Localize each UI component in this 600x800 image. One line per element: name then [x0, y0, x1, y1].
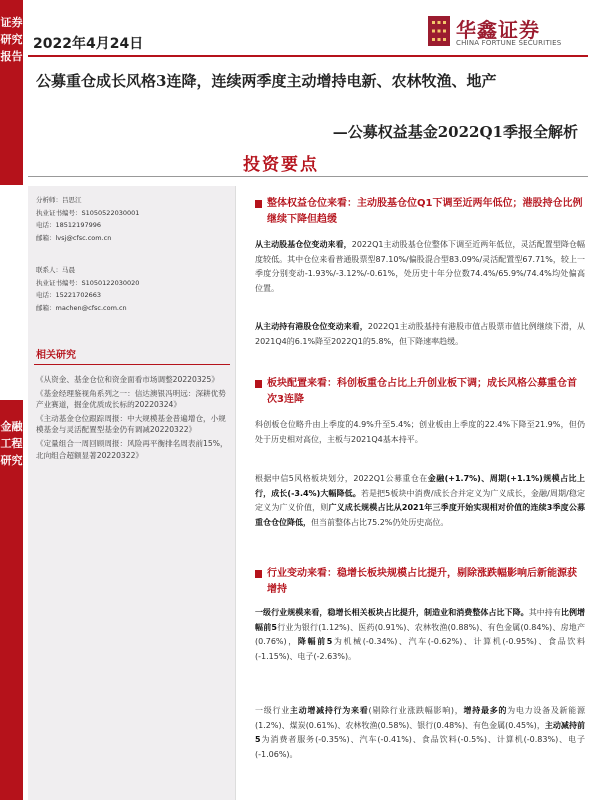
paragraph-emphasis: 增持最多的: [463, 706, 508, 715]
related-item[interactable]: 《基金经理鉴视角系列之一：信达澳银冯明远：深耕优势产业赛道，掘金优质成长标的20220324》: [36, 388, 226, 410]
paragraph-emphasis: 主动减持前5: [255, 720, 585, 744]
contact-email: 邮箱：machen@cfsc.com.cn: [36, 303, 127, 312]
paragraph-emphasis: 降幅前5: [297, 637, 333, 646]
related-item[interactable]: 《定量组合一周回顾周报：风险再平衡排名周表前15%，北向组合超额显著20220322》: [36, 438, 228, 460]
paragraph-lead: 从主动股基仓位变动来看，: [255, 240, 352, 249]
paragraph-fund-position: [255, 238, 585, 296]
company-logo-icon: [428, 16, 450, 46]
bullet-heading-3: [255, 566, 585, 598]
analyst-cert: 执业证书编号：S1050522030001: [36, 208, 140, 217]
paragraph-industry-active: [255, 704, 585, 762]
paragraph-lead: 从主动持有港股仓位变动来看，: [255, 322, 368, 331]
contact-phone: 电话：15221702663: [36, 291, 101, 299]
company-name: 华鑫证券: [456, 18, 540, 42]
paragraph-style: [255, 472, 585, 530]
bullet-heading-text: 板块配置来看：科创板重仓占比上升创业板下调；成长风格公募重仓首次3连降: [267, 378, 577, 405]
contact-cert: 执业证书编号：S1050122030020: [36, 278, 140, 287]
side-label-top: 证券研究报告: [0, 16, 23, 63]
section-divider: [28, 176, 588, 177]
related-research-list: [36, 374, 230, 463]
paragraph-text: 为机械(-0.34%)、汽车(-0.62%)、计算机(-0.95%)、食品饮料(-1.15%)、电子(-2.63%)。: [255, 637, 585, 661]
related-divider: [34, 364, 230, 365]
paragraph-text: 为消费者服务(-0.35%)、汽车(-0.41%)、食品饮料(-0.5%)、计算机(-0.83%)、电子(-1.06%)。: [255, 735, 585, 759]
report-title: 公募重仓成长风格3连降，连续两季度主动增持电新、农林牧渔、地产: [36, 72, 497, 90]
paragraph-text: 行业为银行(1.12%)、医药(0.91%)、农林牧渔(0.88%)、有色金属(0.84%)、房地产(0.76%)，: [255, 622, 585, 646]
report-subtitle: —公募权益基金2022Q1季报全解析: [332, 123, 578, 141]
company-english-name: CHINA FORTUNE SECURITIES: [456, 39, 562, 47]
paragraph-board: [255, 418, 585, 447]
paragraph-lead: 一级行业规模来看，稳增长相关板块占比提升，制造业和消费整体占比下降。: [255, 608, 529, 617]
bullet-heading-1: [255, 196, 585, 228]
related-item[interactable]: 《主动基金仓位跟踪周报：中大规模基金普遍增仓，小规模基金与灵活配置型基金仍有调减20220322》: [36, 413, 226, 435]
bullet-square-icon: [255, 200, 262, 208]
paragraph-emphasis: 比例增幅前5: [255, 608, 586, 632]
paragraph-emphasis: 主动增减持行为来看: [289, 706, 369, 715]
bullet-square-icon: [255, 380, 262, 388]
paragraph-text: 但当前整体占比75.2%仍处历史高位。: [311, 517, 449, 527]
paragraph-text: 其中持有: [528, 608, 561, 617]
paragraph-hk-position: [255, 320, 585, 349]
paragraph-text: 根据中信5风格板块划分，2022Q1公募重仓在: [255, 474, 428, 483]
paragraph-text: 若是把5板块中消费/成长合并定义为广义成长，金融/周期/稳定定义为广义价值，则: [255, 488, 585, 512]
contact-name: 联系人：马晨: [36, 266, 75, 274]
paragraph-text: 2022Q1主动股基仓位整体下调至近两年低位，灵活配置型降仓幅度较低。其中仓位来看普通股票型87.10%/偏股混合型83.09%/灵活配置型67.71%，较上一季度分别变动-1.93%/-3.12%/-0.61%，处历史十年分位数74.4%/65.9%/74.4%均处偏高位置。: [255, 240, 585, 293]
side-label-bottom: 金融工程研究: [0, 420, 23, 467]
paragraph-text: 科创板仓位略升由上季度的4.9%升至5.4%；创业板由上季度的22.4%下降至21.9%，但仍处于历史相对高位，主板与2021Q4基本持平。: [255, 420, 585, 444]
related-research-title: 相关研究: [36, 350, 76, 361]
bullet-heading-text: 整体权益仓位来看：主动股基仓位Q1下调至近两年低位；港股持仓比例继续下降但趋缓: [267, 198, 583, 225]
paragraph-text: 一级行业: [255, 706, 290, 715]
paragraph-text: (剔除行业涨跌幅影响)，: [368, 706, 464, 715]
bullet-heading-2: [255, 376, 585, 408]
analyst-phone: 电话：18512197996: [36, 221, 101, 229]
section-heading: 投资要点: [243, 155, 319, 175]
analyst-email: 邮箱：lvsj@cfsc.com.cn: [36, 233, 112, 242]
paragraph-emphasis: 广义成长规模占比从2021年三季度开始实现相对价值的连续3季度公募重仓仓位降低，: [255, 503, 585, 527]
related-item[interactable]: 《从资金、基金仓位和资金面看市场调整20220325》: [36, 375, 219, 384]
paragraph-text: 为电力设备及新能源(1.2%)、煤炭(0.61%)、农林牧渔(0.58%)、银行(0.48%)、有色金属(0.45%)，: [255, 706, 586, 730]
analyst-block: [36, 194, 139, 244]
paragraph-text: 2022Q1主动股基持有港股市值占股票市值比例继续下滑，从2021Q4的6.1%降至2022Q1的5.8%，但下降速率趋缓。: [255, 322, 586, 346]
paragraph-industry-scale: [255, 606, 585, 664]
header-divider: [28, 55, 588, 57]
bullet-square-icon: [255, 570, 262, 578]
contact-block: [36, 264, 139, 314]
paragraph-emphasis: 金融(+1.7%)、周期(+1.1%)规模占比上行，成长(-3.4%)大幅降低。: [255, 474, 585, 498]
analyst-sidebar: [28, 186, 236, 800]
analyst-name: 分析师：吕思江: [36, 196, 82, 204]
bullet-heading-text: 行业变动来看：稳增长板块规模占比提升，剔除涨跌幅影响后新能源获增持: [267, 568, 577, 595]
report-date: 2022年4月24日: [33, 36, 144, 52]
